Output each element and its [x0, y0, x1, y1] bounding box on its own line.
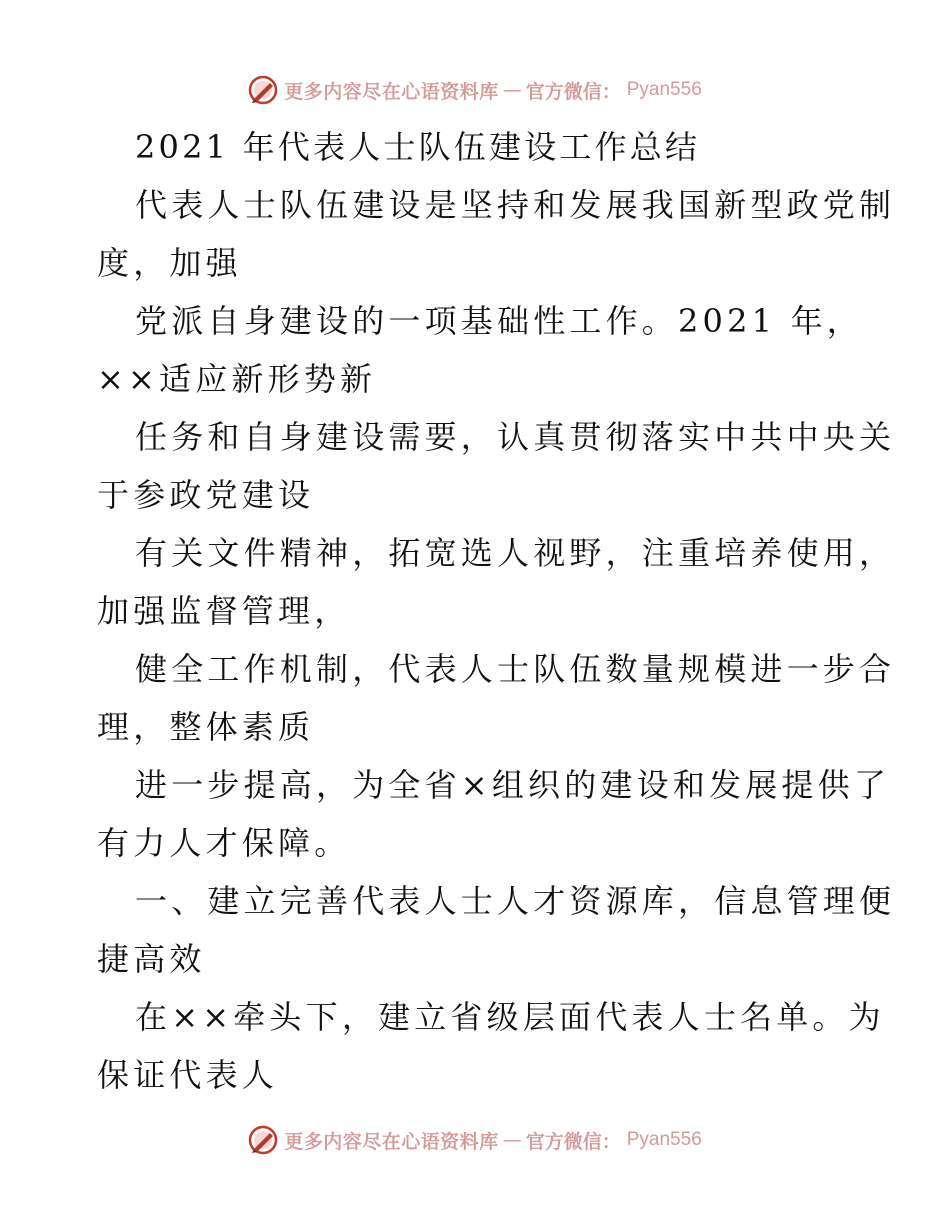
paragraph-line: 进一步提高，为全省×组织的建设和发展提供了	[135, 766, 891, 804]
paragraph-line: 加强监督管理，	[97, 592, 351, 630]
paragraph-line: ××适应新形势新	[97, 360, 377, 398]
paragraph-line: 理，整体素质	[97, 708, 315, 746]
paragraph-line: 度，加强	[97, 244, 242, 282]
section-heading: 一、建立完善代表人士人才资源库，信息管理便	[135, 882, 896, 920]
banner-wechat-id: Pyan556	[626, 1129, 702, 1150]
pen-logo-icon	[248, 1125, 278, 1155]
paragraph-line: 有力人才保障。	[97, 824, 351, 862]
document-body	[97, 118, 896, 1104]
paragraph-line: 保证代表人	[97, 1056, 279, 1094]
banner-wechat-label: 官方微信：	[525, 80, 621, 103]
banner-wechat-label: 官方微信：	[525, 1130, 621, 1153]
banner-dash: —	[502, 1129, 522, 1151]
paragraph-line: 有关文件精神，拓宽选人视野，注重培养使用，	[135, 534, 896, 572]
paragraph-line: 任务和自身建设需要，认真贯彻落实中共中央关	[135, 418, 896, 456]
banner-main-text: 更多内容尽在心语资料库	[284, 1130, 499, 1153]
document-title: 2021 年代表人士队伍建设工作总结	[135, 128, 701, 166]
paragraph-line: 在××牵头下，建立省级层面代表人士名单。为	[135, 998, 885, 1036]
footer-watermark-banner	[0, 1120, 950, 1160]
banner-dash: —	[502, 79, 522, 101]
paragraph-line: 代表人士队伍建设是坚持和发展我国新型政党制	[135, 186, 896, 224]
banner-main-text: 更多内容尽在心语资料库	[284, 80, 499, 103]
pen-logo-icon	[248, 75, 278, 105]
section-heading-continued: 捷高效	[97, 940, 206, 978]
paragraph-line: 于参政党建设	[97, 476, 315, 514]
header-watermark-banner	[0, 70, 950, 110]
paragraph-line: 健全工作机制，代表人士队伍数量规模进一步合	[135, 650, 896, 688]
paragraph-line: 党派自身建设的一项基础性工作。2021 年，	[135, 302, 864, 340]
banner-wechat-id: Pyan556	[626, 79, 702, 100]
